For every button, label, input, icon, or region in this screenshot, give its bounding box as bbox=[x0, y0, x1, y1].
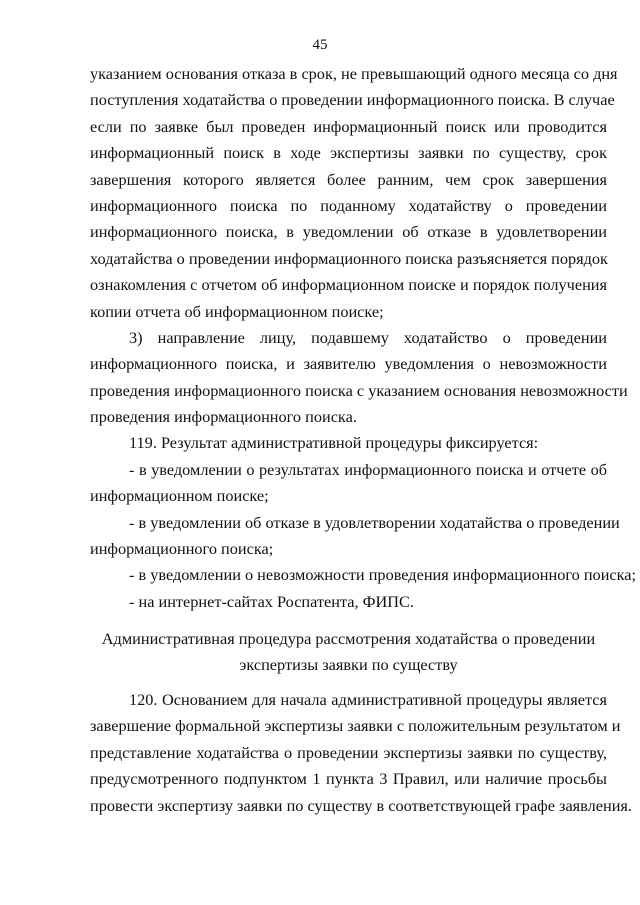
text-line: провести экспертизу заявки по существу в соответствующей графе заявления. bbox=[90, 795, 632, 815]
text-line: ходатайства о проведении информационного поиска разъясняется порядок bbox=[90, 248, 608, 268]
text-line: представление ходатайства о проведении экспертизы заявки по существу, bbox=[90, 742, 607, 762]
text-line: 120. Основанием для начала административной процедуры является bbox=[129, 690, 607, 709]
text-line: завершения которого является более ранним, чем срок завершения bbox=[90, 169, 607, 189]
text-line: информационного поиска по поданному ходатайству о проведении bbox=[90, 195, 607, 215]
text-line: информационного поиска; bbox=[90, 539, 274, 559]
list-item: - на интернет-сайтах Роспатента, ФИПС. bbox=[129, 591, 414, 611]
text-line: проведения информационного поиска с указанием основания невозможности bbox=[90, 380, 628, 400]
paragraph-120 bbox=[90, 687, 632, 819]
text-line: предусмотренного подпунктом 1 пункта 3 Правил, или наличие просьбы bbox=[90, 769, 607, 789]
text-line: копии отчета об информационном поиске; bbox=[90, 301, 384, 321]
page-number: 45 bbox=[312, 37, 328, 53]
text-line: завершение формальной экспертизы заявки с положительным результатом и bbox=[90, 716, 621, 736]
text-line: ознакомления с отчетом об информационном поиске и порядок получения bbox=[90, 275, 607, 295]
text-line: если по заявке был проведен информационный поиск или проводится bbox=[90, 116, 607, 136]
list-item: - в уведомлении об отказе в удовлетворении ходатайства о проведении bbox=[129, 512, 620, 532]
text-line: проведения информационного поиска. bbox=[90, 407, 357, 427]
list-item: - в уведомлении о невозможности проведения информационного поиска; bbox=[129, 565, 637, 585]
text-line: информационного поиска, и заявителю уведомления о невозможности bbox=[90, 354, 607, 374]
heading-line: экспертизы заявки по существу bbox=[239, 655, 458, 675]
heading-line: Административная процедура рассмотрения ходатайства о проведении bbox=[101, 629, 596, 648]
text-line: 119. Результат административной процедуры фиксируется: bbox=[129, 433, 539, 453]
text-line: указанием основания отказа в срок, не превышающий одного месяца со дня bbox=[90, 64, 618, 83]
text-line: информационный поиск в ходе экспертизы заявки по существу, срок bbox=[90, 143, 607, 163]
section-heading bbox=[90, 626, 607, 679]
text-line: информационного поиска, в уведомлении об отказе в удовлетворении bbox=[90, 222, 607, 242]
text-line: информационном поиске; bbox=[90, 486, 269, 506]
text-line: поступления ходатайства о проведении информационного поиска. В случае bbox=[90, 90, 615, 110]
list-item: - в уведомлении о результатах информационного поиска и отчете об bbox=[129, 459, 607, 479]
paragraph-continuation bbox=[90, 61, 637, 615]
text-line: 3) направление лицу, подавшему ходатайство о проведении bbox=[129, 327, 607, 347]
